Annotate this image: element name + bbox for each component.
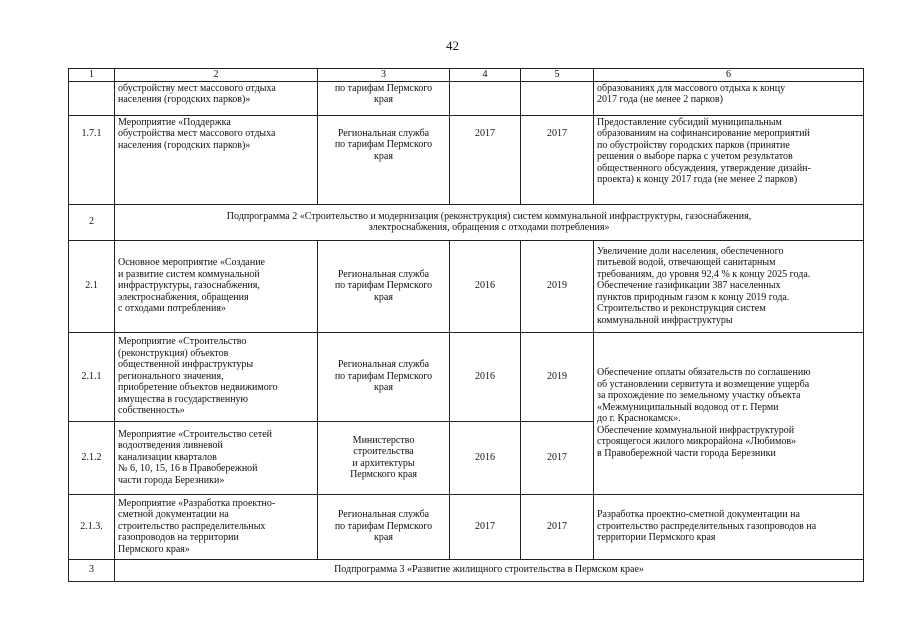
start-year: 2017	[450, 494, 521, 559]
row-number: 2.1	[69, 240, 115, 332]
measure-name: Мероприятие «Поддержка обустройства мест массового отдыха населения (городских парков)»	[115, 115, 318, 204]
program-table	[68, 68, 864, 582]
measure-name: Основное мероприятие «Создание и развитие систем коммунальной инфраструктуры, газоснабжения, электроснабжения, обращения с отходами потребления»	[115, 240, 318, 332]
header-cell: 3	[318, 69, 450, 82]
header-cell: 4	[450, 69, 521, 82]
row-number: 2.1.2	[69, 421, 115, 494]
page-number: 42	[446, 38, 459, 53]
end-year: 2017	[521, 115, 594, 204]
subprogram-row	[69, 559, 864, 581]
executor: по тарифам Пермского края	[318, 81, 450, 115]
executor: Региональная служба по тарифам Пермского края	[318, 494, 450, 559]
measure-name: Мероприятие «Строительство сетей водоотведения ливневой канализации кварталов № 6, 10, 15, 16 в Правобережной части города Березники»	[115, 421, 318, 494]
header-cell: 1	[69, 69, 115, 82]
header-cell: 2	[115, 69, 318, 82]
executor: Региональная служба по тарифам Пермского края	[318, 332, 450, 421]
end-year: 2019	[521, 332, 594, 421]
start-year: 2016	[450, 240, 521, 332]
start-year: 2016	[450, 332, 521, 421]
table-header-row	[69, 69, 864, 82]
executor: Министерство строительства и архитектуры Пермского края	[318, 421, 450, 494]
end-year	[521, 81, 594, 115]
expected-result: Обеспечение оплаты обязательств по соглашению об установлении сервитута и возмещение ущерба за прохождение по земельному участку объекта «Межмуниципальный водовод от г. Перми до г. Краснокамск». Обеспечение коммунальной инфраструктурой строящегося жилого микрорайона «Любимов» в Правобережной части города Березники	[594, 332, 864, 494]
expected-result: Увеличение доли населения, обеспеченного питьевой водой, отвечающей санитарным требованиям, до уровня 92,4 % к концу 2025 года. Обеспечение газификации 387 населенных пунктов природным газом к концу 2019 года. Строительство и реконструкция систем коммунальной инфраструктуры	[594, 240, 864, 332]
row-number: 1.7.1	[69, 115, 115, 204]
subprogram-title: Подпрограмма 3 «Развитие жилищного строительства в Пермском крае»	[115, 559, 864, 581]
end-year: 2017	[521, 494, 594, 559]
measure-name: обустройству мест массового отдыха населения (городских парков)»	[115, 81, 318, 115]
table-row	[69, 240, 864, 332]
row-number: 3	[69, 559, 115, 581]
row-number: 2.1.1	[69, 332, 115, 421]
table-row	[69, 115, 864, 204]
table-row	[69, 494, 864, 559]
row-number: 2	[69, 204, 115, 240]
subprogram-row	[69, 204, 864, 240]
row-number	[69, 81, 115, 115]
table-row	[69, 81, 864, 115]
header-cell: 6	[594, 69, 864, 82]
expected-result: Разработка проектно-сметной документации на строительство распределительных газопроводов на территории Пермского края	[594, 494, 864, 559]
executor: Региональная служба по тарифам Пермского края	[318, 115, 450, 204]
start-year: 2016	[450, 421, 521, 494]
subprogram-title: Подпрограмма 2 «Строительство и модернизация (реконструкция) систем коммунальной инфраструктуры, газоснабжения, электроснабжения, обращения с отходами потребления»	[115, 204, 864, 240]
start-year: 2017	[450, 115, 521, 204]
expected-result: образованиях для массового отдыха к концу 2017 года (не менее 2 парков)	[594, 81, 864, 115]
measure-name: Мероприятие «Разработка проектно- сметной документации на строительство распределительных газопроводов на территории Пермского края»	[115, 494, 318, 559]
start-year	[450, 81, 521, 115]
header-cell: 5	[521, 69, 594, 82]
end-year: 2017	[521, 421, 594, 494]
row-number: 2.1.3.	[69, 494, 115, 559]
measure-name: Мероприятие «Строительство (реконструкция) объектов общественной инфраструктуры регионального значения, приобретение объектов недвижимого имущества в государственную собственность»	[115, 332, 318, 421]
end-year: 2019	[521, 240, 594, 332]
table-row	[69, 332, 864, 421]
expected-result: Предоставление субсидий муниципальным образованиям на софинансирование мероприятий по обустройству городских парков (принятие решения о выборе парка с учетом результатов общественного обсуждения, утверждение дизайн- проекта) к концу 2017 года (не менее 2 парков)	[594, 115, 864, 204]
executor: Региональная служба по тарифам Пермского края	[318, 240, 450, 332]
